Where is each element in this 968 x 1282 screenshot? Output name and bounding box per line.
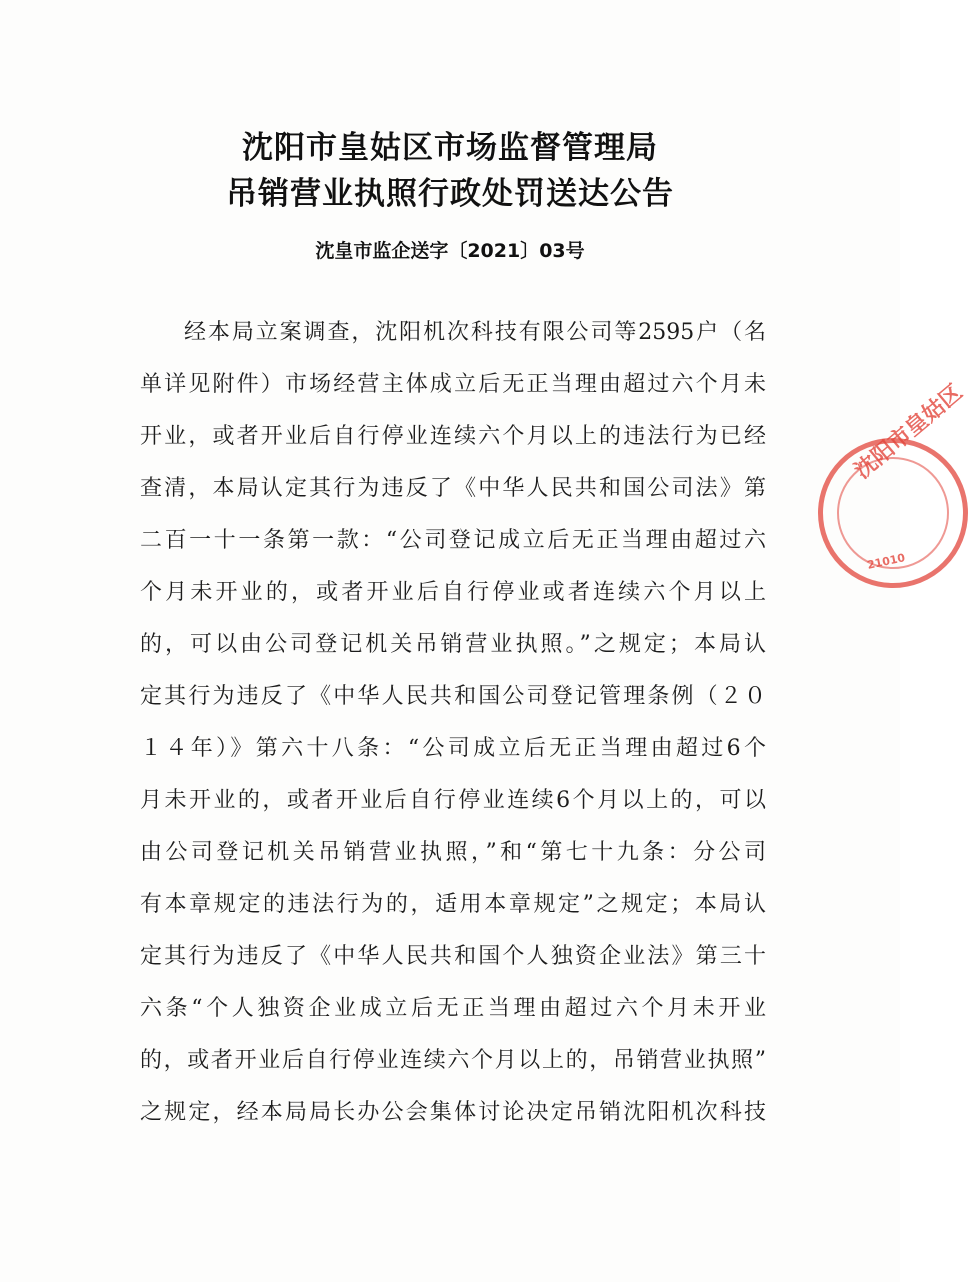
official-seal [818,379,968,588]
seal-number: 21010 [866,551,907,572]
body-line: 开业，或者开业后自行停业连续六个月以上的违法行为已经 [140,424,766,449]
body-line: 的，或者开业后自行停业连续六个月以上的，吊销营业执照” [140,1048,766,1073]
seal-text: 沈阳市皇姑区 [850,379,968,484]
body-line: 定其行为违反了《中华人民共和国个人独资企业法》第三十 [140,944,766,969]
page-title-line1: 沈阳市皇姑区市场监督管理局 [242,130,658,166]
body-line: 经本局立案调查，沈阳机次科技有限公司等2595户（名 [184,320,766,345]
body-line: 查清，本局认定其行为违反了《中华人民共和国公司法》第 [140,476,766,501]
body-line: 单详见附件）市场经营主体成立后无正当理由超过六个月未 [140,372,766,397]
body-line: 二百一十一条第一款：“公司登记成立后无正当理由超过六 [140,528,766,553]
body-line: 的，可以由公司登记机关吊销营业执照。”之规定；本局认 [140,632,766,657]
body-line: 有本章规定的违法行为的，适用本章规定”之规定；本局认 [140,892,766,917]
page-title-line2: 吊销营业执照行政处罚送达公告 [226,176,674,212]
body-line: 个月未开业的，或者开业后自行停业或者连续六个月以上 [140,580,766,605]
body-line: 六条“个人独资企业成立后无正当理由超过六个月未开业 [140,996,766,1021]
body-line: 定其行为违反了《中华人民共和国公司登记管理条例（２０ [140,684,766,709]
body-line: 之规定，经本局局长办公会集体讨论决定吊销沈阳机次科技 [140,1100,766,1125]
body-line: 月未开业的，或者开业后自行停业连续6个月以上的，可以 [140,788,766,813]
body-line: 由公司登记机关吊销营业执照，”和“第七十九条：分公司 [140,840,766,865]
document-number: 沈皇市监企送字〔2021〕03号 [315,240,585,262]
body-line: １４年）》第六十八条：“公司成立后无正当理由超过6个 [140,736,766,761]
